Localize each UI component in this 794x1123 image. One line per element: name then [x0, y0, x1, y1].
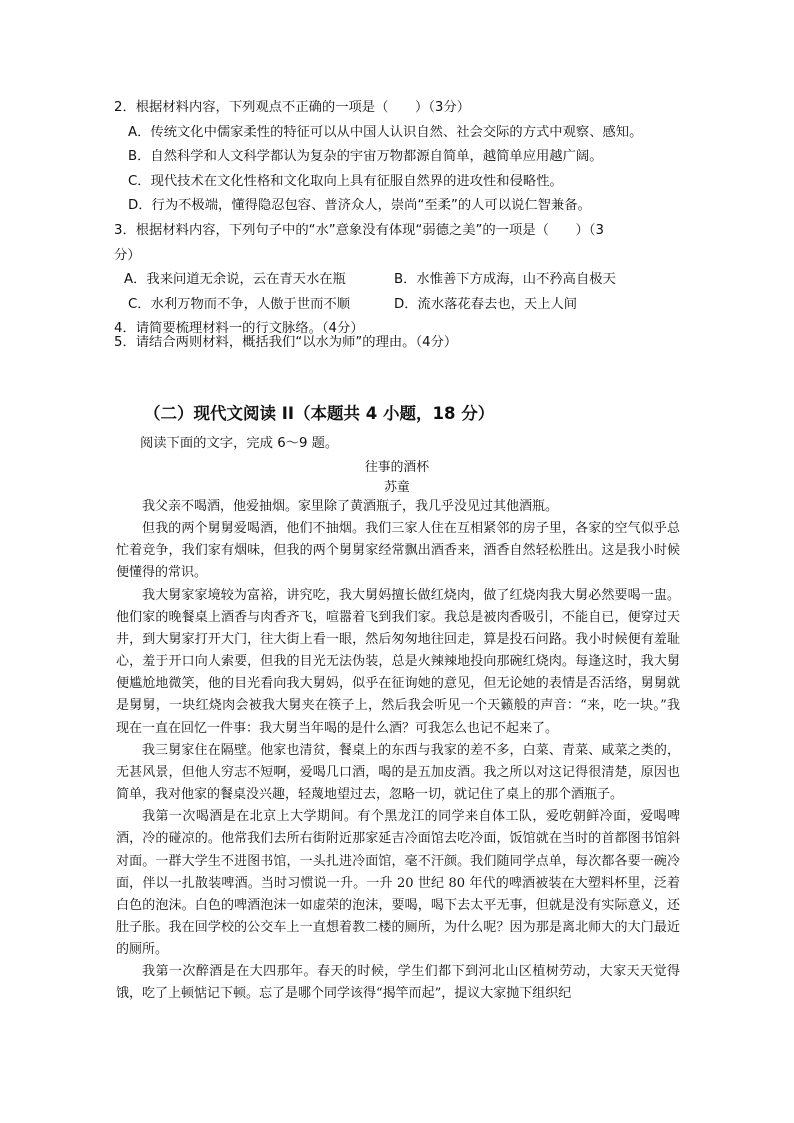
article-paragraph: 我父亲不喝酒，他爱抽烟。家里除了黄酒瓶子，我几乎没见过其他酒瓶。 — [142, 499, 559, 514]
question-3-option-d: D．流水落花春去也，天上人间 — [394, 296, 578, 312]
question-2-option-b: B．自然科学和人文科学都认为复杂的宇宙万物都源自简单，越简单应用越广阔。 — [128, 149, 603, 165]
question-3-option-a: A．我来问道无余说，云在青天水在瓶 — [124, 272, 346, 288]
question-5: 5．请结合两则材料，概括我们“以水为师”的理由。（4分） — [114, 335, 458, 350]
article-paragraph: 我三舅家住在隔壁。他家也清贫，餐桌上的东西与我家的差不多，白菜、青菜、咸菜之类的，无甚风景，但他人穷志不短啊，爱喝几口酒，喝的是五加皮酒。我之所以对这记得很清楚，原因也简单，我对他家的餐桌没兴趣，轻蔑地望过去，忽略一切，就记住了桌上的那个酒瓶子。 — [116, 742, 680, 803]
article-author: 苏童 — [384, 480, 410, 495]
article-paragraph: 我第一次喝酒是在北京上大学期间。有个黑龙江的同学来自体工队，爱吃朝鲜冷面，爱喝啤酒，冷的碰凉的。他常我们去所右街附近那家延吉冷面馆去吃冷面，饭馆就在当时的首都图书馆斜对面。一群大学生不进图书馆，一头扎进冷面馆，毫不汗颜。我们随同学点单，每次都各要一碗冷面，伴以一扎散装啤酒。当时习惯说一升。一升 20 世纪 80 年代的啤酒被装在大塑料杯里，泛着白色的泡沫。白色的啤酒泡沫一如虚荣的泡沫，要喝，喝下去太平无事，但就是没有实际意义，还肚子胀。我在回学校的公交车上一直想着教二楼的厕所，为什么呢？因为那是离北师大的大门最近的厕所。 — [116, 809, 680, 958]
question-2-option-d: D．行为不极端，懂得隐忍包容、普济众人，崇尚“至柔”的人可以说仁智兼备。 — [128, 198, 591, 214]
question-4: 4．请简要梳理材料一的行文脉络。（4分） — [114, 321, 364, 337]
question-5-block — [114, 331, 694, 356]
article-title: 往事的酒杯 — [365, 460, 429, 475]
question-3-stem: 3．根据材料内容，下列句子中的“水”意象没有体现“弱德之美”的一项是（ ）（3 — [114, 222, 604, 238]
question-3-option-b: B．水惟善下方成海，山不矜高自极天 — [394, 272, 616, 288]
section-title: （二）现代文阅读 II（本题共 4 小题，18 分） — [144, 404, 495, 423]
article-paragraph: 我第一次醉酒是在大四那年。春天的时候，学生们都下到河北山区植树劳动，大家天天觉得饿，吃了上顿惦记下顿。忘了是哪个同学该得“揭竿而起”，提议大家抛下组织纪 — [116, 964, 680, 1002]
article-paragraph: 但我的两个舅舅爱喝酒，他们不抽烟。我们三家人住在互相紧邻的房子里，各家的空气似乎总忙着竞争，我们家有烟味，但我的两个舅舅家经常飘出酒香来，酒香自然轻松胜出。这是我小时候便懂得的常识。 — [116, 521, 680, 581]
question-2-option-a: A．传统文化中儒家柔性的特征可以从中国人认识自然、社会交际的方式中观察、感知。 — [128, 124, 643, 140]
article-body — [116, 496, 680, 1006]
question-2-option-c: C．现代技术在文化性格和文化取向上具有征服自然界的进攻性和侵略性。 — [128, 173, 563, 189]
questions-block — [114, 96, 694, 342]
question-3-stem-cont: 分） — [114, 247, 141, 263]
question-3-option-c: C．水利万物而不争，人傲于世而不顺 — [128, 296, 351, 312]
article-paragraph: 我大舅家家境较为富裕，讲究吃，我大舅妈擅长做红烧肉，做了红烧肉我大舅必然要喝一盅。他们家的晚餐桌上酒香与肉香齐飞，喧嚣着飞到我们家。我总是被肉香吸引，不能自已，便穿过天井，到大舅家打开大门，往大街上看一眼，然后匆匆地往回走，算是投石问路。我小时候便有羞耻心，羞于开口向人索要，但我的目光无法伪装，总是火辣辣地投向那碗红烧肉。每逢这时，我大舅便尴尬地微笑，他的目光看向我大舅妈，似乎在征询她的意见，但无论她的表情是否活络，舅舅就是舅舅，一块红烧肉会被我大舅夹在筷子上，然后我会听见一个天籁般的声音：“来，吃一块。”我现在一直在回忆一件事：我大舅当年喝的是什么酒？可我怎么也记不起来了。 — [116, 587, 680, 736]
section-instruction: 阅读下面的文字，完成 6～9 题。 — [140, 436, 339, 451]
question-3-options-row-1 — [114, 268, 694, 293]
question-2-stem: 2．根据材料内容，下列观点不正确的一项是（ ）（3分） — [114, 100, 470, 115]
question-3-options-row-2 — [114, 293, 694, 318]
